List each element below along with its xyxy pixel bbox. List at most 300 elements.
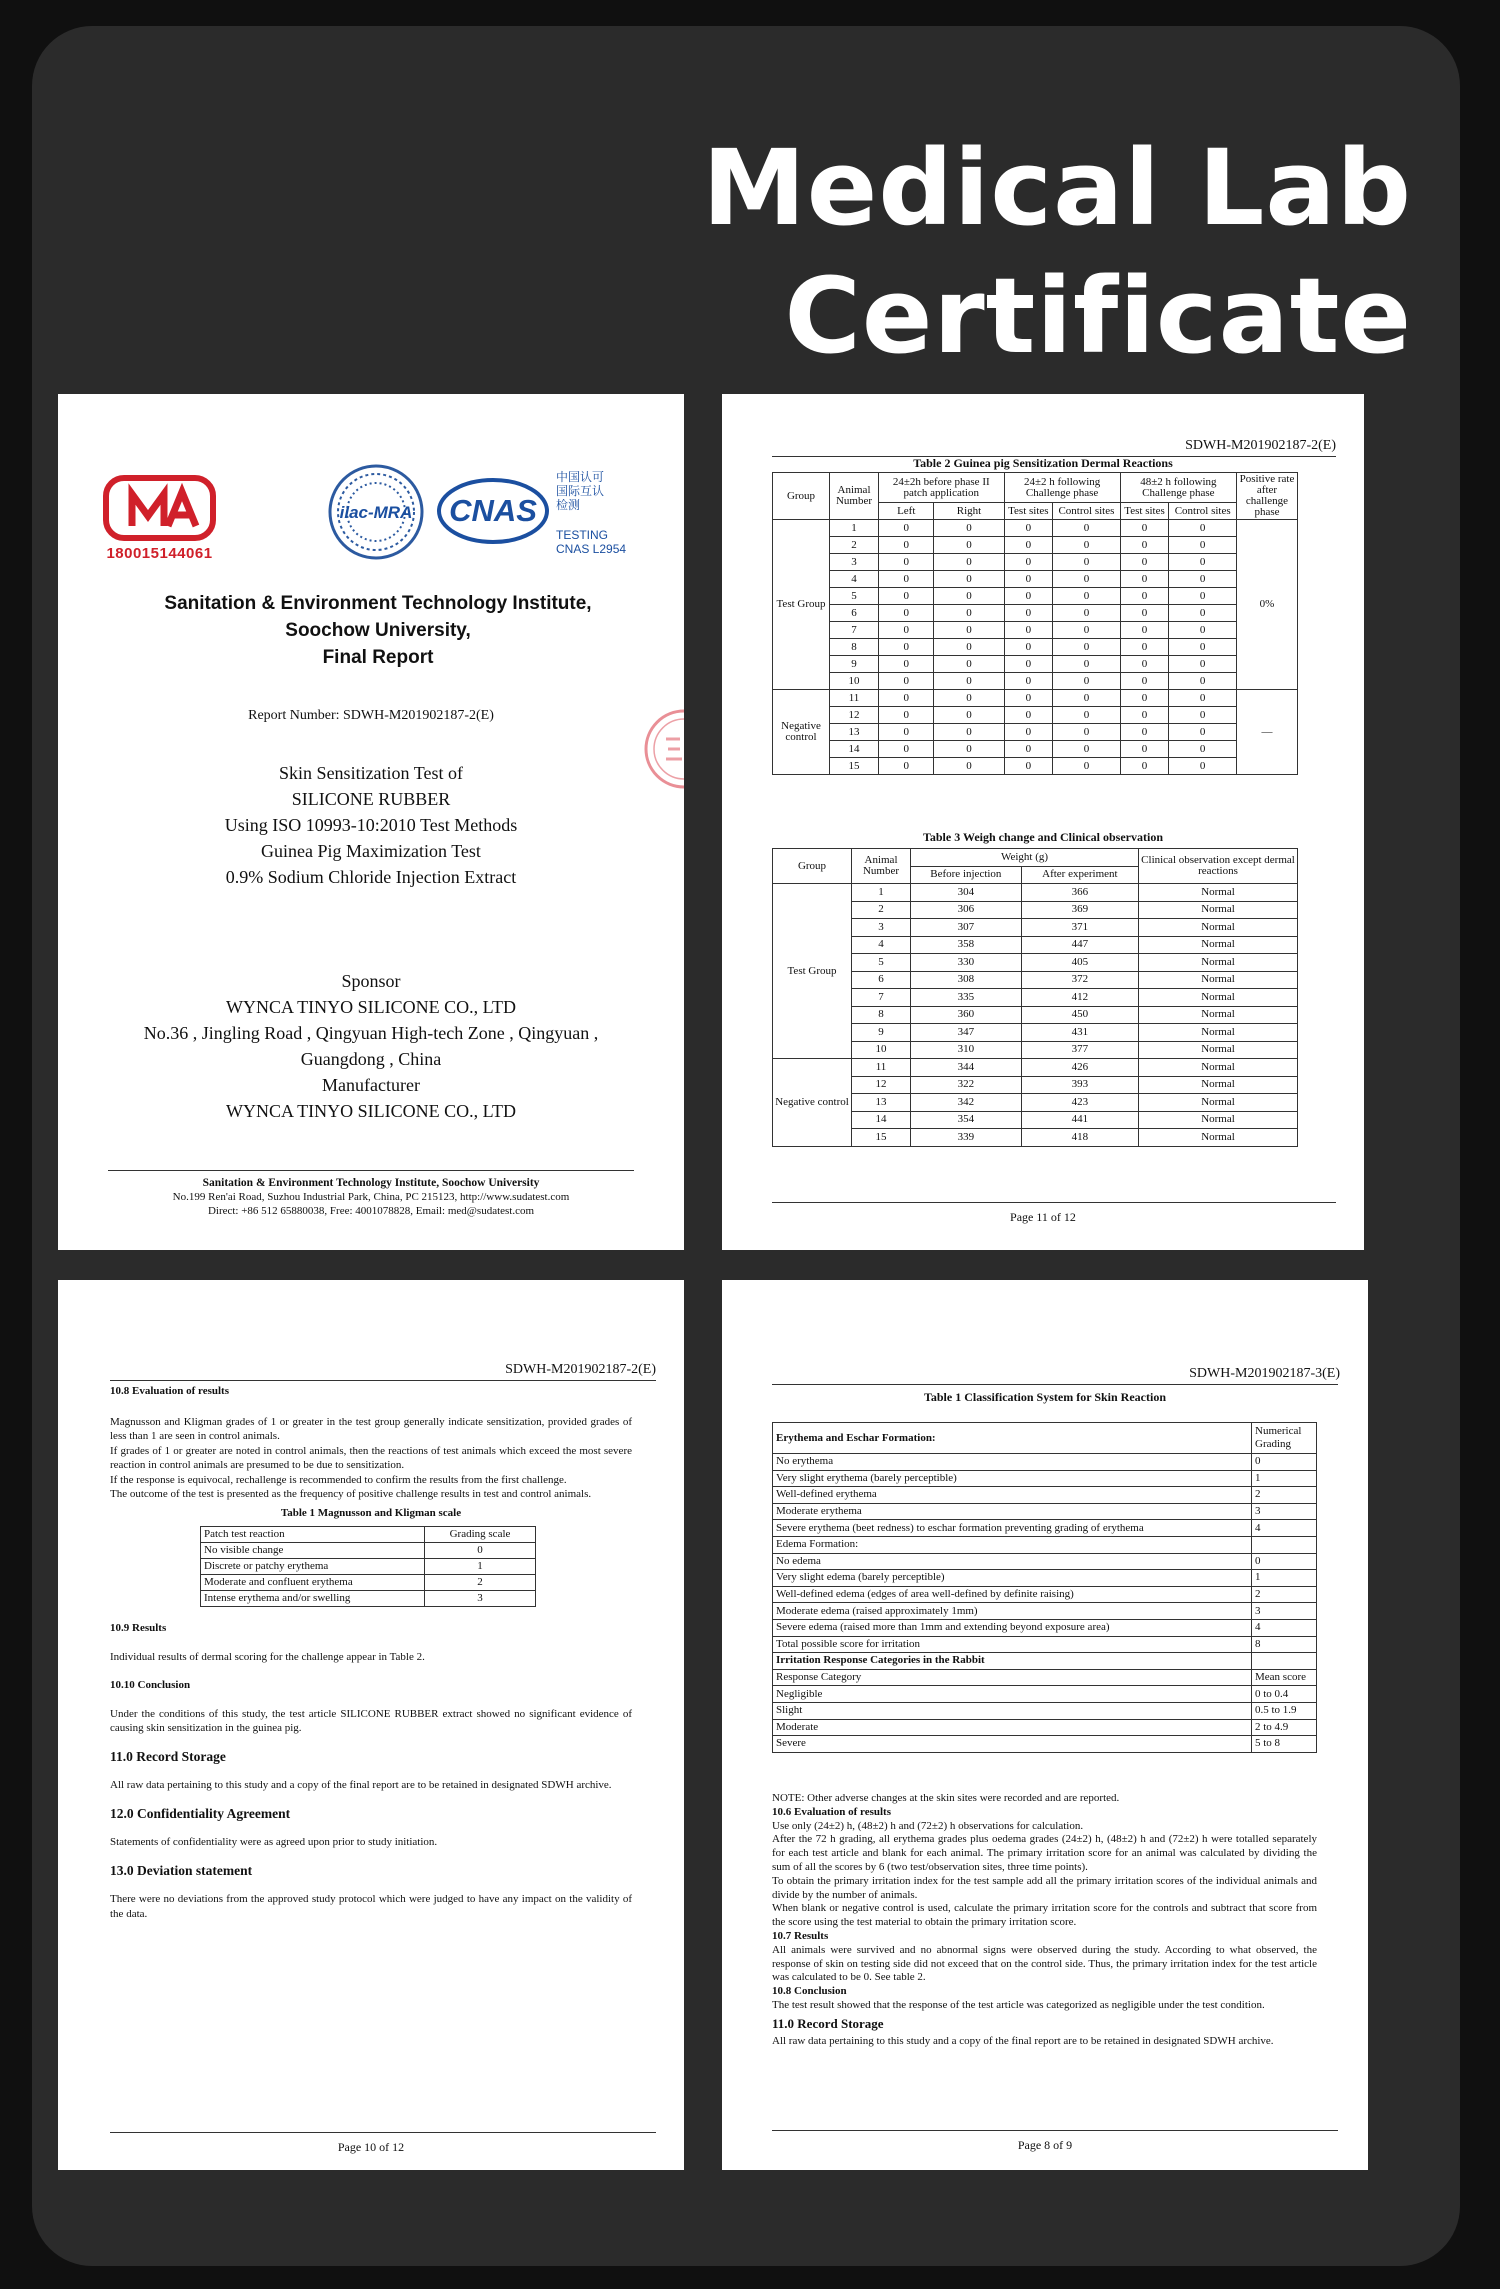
table-row bbox=[773, 1570, 1317, 1587]
table-cell: 0 bbox=[1169, 707, 1237, 724]
table-cell: 3 bbox=[830, 554, 879, 571]
table-cell: 0 bbox=[1120, 758, 1169, 775]
table-cell: 4 bbox=[852, 936, 911, 954]
table-row bbox=[773, 758, 1298, 775]
table3-caption: Table 3 Weigh change and Clinical observation bbox=[922, 830, 1164, 844]
table-row bbox=[773, 1024, 1298, 1042]
table-cell: 0 bbox=[1004, 741, 1053, 758]
table-cell: 0 bbox=[1004, 622, 1053, 639]
divider bbox=[772, 1384, 1338, 1385]
table-row bbox=[773, 1076, 1298, 1094]
table-cell: 11 bbox=[830, 690, 879, 707]
table-cell: 0 bbox=[1120, 673, 1169, 690]
table-cell: 0 bbox=[1169, 588, 1237, 605]
table-row bbox=[773, 639, 1298, 656]
table-cell: No erythema bbox=[773, 1454, 1252, 1471]
table-cell: 3 bbox=[425, 1591, 536, 1607]
table-row bbox=[773, 884, 1298, 902]
table-row bbox=[773, 1423, 1317, 1454]
cma-logo bbox=[102, 472, 217, 562]
table-cell: 12 bbox=[830, 707, 879, 724]
table-cell: Total possible score for irritation bbox=[773, 1636, 1252, 1653]
table-cell: 307 bbox=[911, 919, 1022, 937]
table-cell: 0 bbox=[879, 537, 934, 554]
cnas-chinese-text: 中国认可 国际互认 检测 bbox=[556, 470, 605, 512]
table-cell: Normal bbox=[1139, 919, 1298, 937]
table-cell: Normal bbox=[1139, 1006, 1298, 1024]
table-cell: 0 bbox=[1004, 690, 1053, 707]
institute-footer: Sanitation & Environment Technology Institute, Soochow University No.199 Ren'ai Road, Suzhou Industrial Park, China, PC 215123, http://www.sudatest.com Direct: +86 512 65880038, Free: 4001078828, Email: med@sudatest.com bbox=[172, 1177, 570, 1217]
table-cell: 10 bbox=[830, 673, 879, 690]
table-cell: Severe erythema (beet redness) to eschar formation preventing grading of erythema bbox=[773, 1520, 1252, 1537]
table-cell: 450 bbox=[1021, 1006, 1138, 1024]
table1-caption: Table 1 Classification System for Skin Reaction bbox=[923, 1390, 1166, 1404]
table-cell: 0 bbox=[934, 520, 1004, 537]
table-cell: 0 bbox=[1053, 520, 1121, 537]
table-cell: No edema bbox=[773, 1553, 1252, 1570]
table-cell: 322 bbox=[911, 1076, 1022, 1094]
table-cell: Slight bbox=[773, 1702, 1252, 1719]
table-cell: 0 bbox=[1004, 588, 1053, 605]
table-cell: 0 bbox=[1053, 605, 1121, 622]
table-cell: Normal bbox=[1139, 1041, 1298, 1059]
table-cell: 0 bbox=[1004, 537, 1053, 554]
table-cell: 0 bbox=[934, 639, 1004, 656]
table-cell: 393 bbox=[1021, 1076, 1138, 1094]
table-cell: 2 to 4.9 bbox=[1252, 1719, 1317, 1736]
table-cell: 5 bbox=[830, 588, 879, 605]
table-cell: 0 to 0.4 bbox=[1252, 1686, 1317, 1703]
table-cell: 0 bbox=[1053, 571, 1121, 588]
table-row bbox=[773, 1094, 1298, 1112]
table-cell: 377 bbox=[1021, 1041, 1138, 1059]
page-footer: Page 8 of 9 bbox=[1017, 2138, 1073, 2152]
table-cell: Well-defined edema (edges of area well-defined by definite raising) bbox=[773, 1586, 1252, 1603]
table-cell bbox=[1252, 1536, 1317, 1553]
table-row bbox=[201, 1559, 536, 1575]
cnas-label: CNAS bbox=[449, 493, 537, 528]
table-cell: 0 bbox=[1120, 622, 1169, 639]
table-cell: 0 bbox=[934, 673, 1004, 690]
table-cell: 0 bbox=[879, 707, 934, 724]
table-cell: 6 bbox=[852, 971, 911, 989]
table-cell: Edema Formation: bbox=[773, 1536, 1252, 1553]
table-cell: Negative control bbox=[773, 1059, 852, 1147]
table-cell: 0 bbox=[879, 673, 934, 690]
cnas-testing-text: TESTING CNAS L2954 bbox=[556, 528, 627, 556]
table-cell: Very slight edema (barely perceptible) bbox=[773, 1570, 1252, 1587]
table-cell: 0 bbox=[1169, 605, 1237, 622]
table-cell: 0 bbox=[1120, 571, 1169, 588]
table-cell: Moderate and confluent erythema bbox=[201, 1575, 425, 1591]
divider bbox=[772, 1202, 1336, 1203]
table-cell: 0 bbox=[1120, 605, 1169, 622]
table-row bbox=[773, 1553, 1317, 1570]
table-cell: 0 bbox=[1120, 554, 1169, 571]
table-cell: 0 bbox=[1169, 537, 1237, 554]
table-row bbox=[773, 1520, 1317, 1537]
table-cell: 358 bbox=[911, 936, 1022, 954]
table-cell: 0 bbox=[1120, 537, 1169, 554]
table-cell: 1 bbox=[852, 884, 911, 902]
table-cell: 3 bbox=[1252, 1503, 1317, 1520]
table-cell: 342 bbox=[911, 1094, 1022, 1112]
table-cell: 0 bbox=[879, 639, 934, 656]
table-cell: 0 bbox=[934, 588, 1004, 605]
table-row bbox=[773, 656, 1298, 673]
page-title: Medical Lab Certificate bbox=[702, 127, 1412, 377]
table-row bbox=[773, 571, 1298, 588]
table-cell: 0 bbox=[1169, 639, 1237, 656]
table-cell: 14 bbox=[830, 741, 879, 758]
table2-caption: Table 2 Guinea pig Sensitization Dermal Reactions bbox=[913, 456, 1173, 470]
table-cell: 412 bbox=[1021, 989, 1138, 1007]
table-cell: 0 bbox=[879, 554, 934, 571]
table-cell: Normal bbox=[1139, 971, 1298, 989]
table-cell: Erythema and Eschar Formation: bbox=[773, 1423, 1252, 1454]
table-cell: — bbox=[1237, 690, 1298, 775]
table-row bbox=[773, 1503, 1317, 1520]
table-cell: 1 bbox=[1252, 1570, 1317, 1587]
table-cell: 0 bbox=[879, 758, 934, 775]
table-cell: 13 bbox=[852, 1094, 911, 1112]
evaluation-page bbox=[58, 1280, 684, 2170]
table-cell: 0 bbox=[934, 656, 1004, 673]
table-cell: 310 bbox=[911, 1041, 1022, 1059]
table-row bbox=[773, 1006, 1298, 1024]
table-row bbox=[773, 954, 1298, 972]
table-row bbox=[773, 554, 1298, 571]
table-row bbox=[773, 520, 1298, 537]
table-cell: 306 bbox=[911, 901, 1022, 919]
table1-classification bbox=[772, 1422, 1317, 1753]
table-cell: 0 bbox=[879, 588, 934, 605]
table-cell: 0 bbox=[934, 741, 1004, 758]
table-cell: 0 bbox=[1004, 605, 1053, 622]
table-cell: 418 bbox=[1021, 1129, 1138, 1147]
table-cell: 0 bbox=[1120, 741, 1169, 758]
table-cell: 1 bbox=[1252, 1470, 1317, 1487]
table-cell: Negative control bbox=[773, 690, 830, 775]
table-row bbox=[773, 1603, 1317, 1620]
table-cell: 0 bbox=[879, 520, 934, 537]
table-cell: 0 bbox=[934, 571, 1004, 588]
table-cell: 0 bbox=[1252, 1454, 1317, 1471]
table-cell: 366 bbox=[1021, 884, 1138, 902]
table-cell: 9 bbox=[852, 1024, 911, 1042]
table1-magnusson-kligman: Patch test reaction Grading scale No visible change 0 Discrete or patchy erythema 1 Moderate and confluent erythema 2 Intense erythema and/or swelling 3 bbox=[200, 1526, 536, 1607]
table-cell: No visible change bbox=[201, 1543, 425, 1559]
table-cell: Normal bbox=[1139, 1076, 1298, 1094]
table-cell: 0 bbox=[879, 571, 934, 588]
table-cell: 0 bbox=[1053, 707, 1121, 724]
table-cell: 0 bbox=[1053, 622, 1121, 639]
table-cell: 1 bbox=[830, 520, 879, 537]
table-cell: Normal bbox=[1139, 1129, 1298, 1147]
table-cell: Very slight erythema (barely perceptible) bbox=[773, 1470, 1252, 1487]
table-cell: 0 bbox=[934, 758, 1004, 775]
table-row bbox=[773, 690, 1298, 707]
table-cell: 371 bbox=[1021, 919, 1138, 937]
table-row bbox=[773, 1487, 1317, 1504]
table-row bbox=[773, 971, 1298, 989]
table-row bbox=[773, 901, 1298, 919]
table-cell: Irritation Response Categories in the Rabbit bbox=[773, 1653, 1252, 1670]
table-cell: 2 bbox=[852, 901, 911, 919]
table-cell: 360 bbox=[911, 1006, 1022, 1024]
table-cell: 2 bbox=[1252, 1487, 1317, 1504]
table-cell: 369 bbox=[1021, 901, 1138, 919]
table-cell: 431 bbox=[1021, 1024, 1138, 1042]
table-cell: 426 bbox=[1021, 1059, 1138, 1077]
table-row bbox=[201, 1543, 536, 1559]
table-cell: 0 bbox=[934, 707, 1004, 724]
table-row bbox=[773, 673, 1298, 690]
table-cell bbox=[1252, 1653, 1317, 1670]
table-cell: 5 bbox=[852, 954, 911, 972]
table-cell: 354 bbox=[911, 1111, 1022, 1129]
table-cell: 0 bbox=[1120, 707, 1169, 724]
table-cell: Response Category bbox=[773, 1669, 1252, 1686]
table-row bbox=[773, 622, 1298, 639]
table-cell: 347 bbox=[911, 1024, 1022, 1042]
table-row bbox=[773, 1059, 1298, 1077]
table-cell: 4 bbox=[830, 571, 879, 588]
table-row bbox=[773, 1719, 1317, 1736]
table-row bbox=[773, 919, 1298, 937]
table-cell: 0 bbox=[1053, 724, 1121, 741]
table-cell: Well-defined erythema bbox=[773, 1487, 1252, 1504]
table-row bbox=[201, 1575, 536, 1591]
table-cell: 0 bbox=[1120, 724, 1169, 741]
table-cell: Severe bbox=[773, 1736, 1252, 1753]
table-cell: 9 bbox=[830, 656, 879, 673]
table1-caption: Table 1 Magnusson and Kligman scale bbox=[280, 1506, 462, 1519]
table-cell: 11 bbox=[852, 1059, 911, 1077]
table-row bbox=[773, 1041, 1298, 1059]
table-cell: 0 bbox=[1252, 1553, 1317, 1570]
red-seal-stamp-icon bbox=[644, 694, 684, 804]
table-cell: 0 bbox=[425, 1543, 536, 1559]
table-cell: 0 bbox=[1053, 554, 1121, 571]
table-cell: Test Group bbox=[773, 884, 852, 1059]
table-cell: Normal bbox=[1139, 989, 1298, 1007]
table-cell: 372 bbox=[1021, 971, 1138, 989]
table-cell: 405 bbox=[1021, 954, 1138, 972]
table-row bbox=[773, 707, 1298, 724]
table-cell: Moderate edema (raised approximately 1mm) bbox=[773, 1603, 1252, 1620]
table-cell: 0 bbox=[1053, 588, 1121, 605]
table-row bbox=[773, 1470, 1317, 1487]
table-cell: 0 bbox=[1053, 741, 1121, 758]
table-cell: 15 bbox=[852, 1129, 911, 1147]
table-cell: 0 bbox=[1169, 622, 1237, 639]
table-cell: 441 bbox=[1021, 1111, 1138, 1129]
table-cell: 0 bbox=[934, 554, 1004, 571]
table-cell: 0 bbox=[879, 605, 934, 622]
table-cell: 0 bbox=[1004, 554, 1053, 571]
table-cell: 0 bbox=[879, 656, 934, 673]
classification-text: NOTE: Other adverse changes at the skin sites were recorded and are reported. 10.6 Evaluation of results Use only (24±2) h, (48±2) h and (72±2) h observations for calculation. After the 72 h grading, all erythema grades plus oedema grades (24±2) h, (48±2) h and (72±2) h were totalled separately for each test article and blank for each animal. The primary irritation score for an animal was calculated by dividing the sum of all the scores by 6 (two test/observation sites, three time points). To obtain the primary irritation index for the test sample add all the primary irritation scores of the individual animals and divide by the number of animals. When blank or negative control is used, calculate the primary irritation score for the controls and subtract that score from the score using the test material to obtain the primary irritation score. 10.7 Results All animals were survived and no abnormal signs were observed during the study. According to what observed, the response of skin on testing side did not exceed that on the control side. Thus, the primary irritation index for the test article was calculated to be 0. See table 2. 10.8 Conclusion The test result showed that the response of the test article was categorized as negligible under the test condition. 11.0 Record Storage All raw data pertaining to this study and a copy of the final report are to be retained in designated SDWH archive. bbox=[772, 1792, 1317, 2047]
table-cell: 308 bbox=[911, 971, 1022, 989]
table-cell: 0 bbox=[1120, 520, 1169, 537]
table-row bbox=[773, 1669, 1317, 1686]
table-cell: 0% bbox=[1237, 520, 1298, 690]
table-row bbox=[773, 1129, 1298, 1147]
table-cell: 3 bbox=[1252, 1603, 1317, 1620]
table-cell: 0.5 to 1.9 bbox=[1252, 1702, 1317, 1719]
table-cell: 330 bbox=[911, 954, 1022, 972]
test-description: Skin Sensitization Test of SILICONE RUBBER Using ISO 10993-10:2010 Test Methods Guinea Pig Maximization Test 0.9% Sodium Chloride Injection Extract bbox=[224, 763, 518, 887]
table-cell: Normal bbox=[1139, 954, 1298, 972]
table-cell: 7 bbox=[852, 989, 911, 1007]
table-cell: Normal bbox=[1139, 1111, 1298, 1129]
table-cell: 0 bbox=[1120, 656, 1169, 673]
divider bbox=[110, 1380, 656, 1381]
table-cell: 0 bbox=[1120, 588, 1169, 605]
table-cell: Intense erythema and/or swelling bbox=[201, 1591, 425, 1607]
table-cell: Mean score bbox=[1252, 1669, 1317, 1686]
table-cell: 0 bbox=[879, 622, 934, 639]
table-cell: 0 bbox=[1053, 690, 1121, 707]
table-cell: 0 bbox=[1004, 758, 1053, 775]
table2-sensitization: Group Animal Number 24±2h before phase II patch application 24±2 h following Challenge phase 48±2 h following Challenge phase Positive rate after challenge phase Left Right Test sites Control sites Test sites Control sites Test Group 1 0 0 0 0 0 0 0% 2 0 0 0 0 0 0 3 0 0 0 0 0 0 4 0 0 0 0 0 0 5 0 0 0 0 0 0 6 0 0 0 0 0 0 7 0 0 0 0 0 0 8 0 0 0 0 0 0 9 0 0 0 0 0 0 10 0 0 0 0 0 0 Negative control 11 0 0 0 0 0 0 — 12 0 0 0 0 0 0 13 0 0 0 0 0 0 14 0 0 0 0 0 0 15 0 0 0 0 0 0 bbox=[772, 472, 1298, 775]
table-cell: 4 bbox=[1252, 1520, 1317, 1537]
table-cell: 0 bbox=[1169, 758, 1237, 775]
table-cell: 0 bbox=[1169, 724, 1237, 741]
table-cell: Severe edema (raised more than 1mm and extending beyond exposure area) bbox=[773, 1619, 1252, 1636]
table-cell: 0 bbox=[934, 724, 1004, 741]
cnas-logo-icon bbox=[436, 476, 550, 546]
table-cell: 15 bbox=[830, 758, 879, 775]
table-row bbox=[773, 1702, 1317, 1719]
table-cell: 0 bbox=[1169, 571, 1237, 588]
table3-weight: Group Animal Number Weight (g) Clinical observation except dermal reactions Before injection After experiment Test Group 1 304 366 Normal 2 306 369 Normal 3 307 371 Normal 4 358 447 Normal 5 330 405 Normal 6 308 372 Normal 7 335 412 Normal 8 360 450 Normal 9 347 431 Normal 10 310 377 Normal Negative control 11 344 426 Normal 12 322 393 Normal 13 342 423 Normal 14 354 441 Normal 15 339 418 Normal bbox=[772, 848, 1298, 1147]
table-row bbox=[201, 1591, 536, 1607]
table-row bbox=[773, 936, 1298, 954]
page-header: SDWH-M201902187-3(E) bbox=[1189, 1366, 1340, 1381]
table-cell: 0 bbox=[1120, 639, 1169, 656]
table-cell: 0 bbox=[1004, 724, 1053, 741]
table-cell: Normal bbox=[1139, 1059, 1298, 1077]
table-cell: Negligible bbox=[773, 1686, 1252, 1703]
table-row bbox=[773, 1736, 1317, 1753]
table-row bbox=[773, 588, 1298, 605]
table-cell: 0 bbox=[1169, 690, 1237, 707]
divider bbox=[108, 1170, 634, 1171]
table-cell: 0 bbox=[1004, 639, 1053, 656]
table-cell: 0 bbox=[1004, 673, 1053, 690]
table-cell: Test Group bbox=[773, 520, 830, 690]
table-cell: Numerical Grading bbox=[1252, 1423, 1317, 1454]
table-cell: 0 bbox=[1053, 758, 1121, 775]
page-header: SDWH-M201902187-2(E) bbox=[1185, 438, 1336, 453]
table-cell: Normal bbox=[1139, 1024, 1298, 1042]
results-tables-page bbox=[722, 394, 1364, 1250]
table-row bbox=[773, 537, 1298, 554]
table-cell: 0 bbox=[1169, 656, 1237, 673]
table-cell: Normal bbox=[1139, 901, 1298, 919]
table-row bbox=[773, 1686, 1317, 1703]
table-row bbox=[773, 1586, 1317, 1603]
table-cell: 8 bbox=[830, 639, 879, 656]
table-row bbox=[773, 1653, 1317, 1670]
table-cell: 0 bbox=[934, 690, 1004, 707]
table-row bbox=[773, 1454, 1317, 1471]
table-cell: 339 bbox=[911, 1129, 1022, 1147]
ilac-mra-logo-icon bbox=[326, 462, 426, 562]
table-cell: 0 bbox=[1169, 741, 1237, 758]
table-cell: 8 bbox=[852, 1006, 911, 1024]
table-cell: 0 bbox=[879, 690, 934, 707]
table-cell: Normal bbox=[1139, 936, 1298, 954]
table-cell: 0 bbox=[1053, 656, 1121, 673]
table-cell: 6 bbox=[830, 605, 879, 622]
cma-mark-icon bbox=[102, 472, 217, 544]
table-cell: 10 bbox=[852, 1041, 911, 1059]
table-cell: 0 bbox=[934, 537, 1004, 554]
divider bbox=[772, 2130, 1338, 2131]
table-cell: 0 bbox=[1169, 673, 1237, 690]
institute-name: Sanitation & Environment Technology Institute, Soochow University, Final Report bbox=[164, 593, 592, 668]
table-cell: 0 bbox=[1053, 639, 1121, 656]
divider bbox=[110, 2132, 656, 2133]
table-cell: 0 bbox=[1004, 571, 1053, 588]
table-row bbox=[773, 1536, 1317, 1553]
table-cell: 0 bbox=[1004, 656, 1053, 673]
page-footer: Page 11 of 12 bbox=[1010, 1210, 1076, 1224]
table-cell: Normal bbox=[1139, 884, 1298, 902]
cma-number: 180015144061 bbox=[106, 545, 213, 562]
table-cell: 0 bbox=[1120, 690, 1169, 707]
report-cover-page bbox=[58, 394, 684, 1250]
table-row bbox=[773, 1619, 1317, 1636]
table-cell: 5 to 8 bbox=[1252, 1736, 1317, 1753]
page-footer: Page 10 of 12 bbox=[337, 2140, 405, 2154]
table-cell: 0 bbox=[934, 605, 1004, 622]
table-row bbox=[773, 605, 1298, 622]
table-cell: 0 bbox=[879, 741, 934, 758]
table-cell: 2 bbox=[830, 537, 879, 554]
table-cell: 0 bbox=[1169, 520, 1237, 537]
table-cell: Normal bbox=[1139, 1094, 1298, 1112]
table-cell: 8 bbox=[1252, 1636, 1317, 1653]
table-cell: 0 bbox=[934, 622, 1004, 639]
sponsor-info: Sponsor WYNCA TINYO SILICONE CO., LTD No.36 , Jingling Road , Qingyuan High-tech Zone , Qingyuan , Guangdong , China Manufacturer WYNCA TINYO SILICONE CO., LTD bbox=[143, 971, 599, 1121]
table-row bbox=[773, 1636, 1317, 1653]
table-cell: 304 bbox=[911, 884, 1022, 902]
table-cell: 0 bbox=[1053, 537, 1121, 554]
evaluation-text: 10.8 Evaluation of results Magnusson and Kligman grades of 1 or greater in the test group generally indicate sensitization, provided grades of less than 1 are seen in control animals. If grades of 1 or greater are noted in control animals, then the reactions of test animals which exceed the most severe reaction in control animals are presumed to be due to sensitization. If the response is equivocal, rechallenge is recommended to confirm the results from the first challenge. The outcome of the test is presented as the frequency of positive challenge results in test and control animals. Table 1 Magnusson and Kligman scale Patch test reaction Grading scale No visible change 0 Discrete or patchy erythema 1 Moderate and confluent erythema 2 Intense erythema and/or swelling 3 10.9 Results Individual results of dermal scoring for the challenge appear in Table 2. 10.10 Conclusion Under the conditions of this study, the test article SILICONE RUBBER extract showed no significant evidence of causing skin sensitization in the guinea pig. 11.0 Record Storage All raw data pertaining to this study and a copy of the final report are to be retained in designated SDWH archive. 12.0 Confidentiality Agreement Statements of confidentiality were as agreed upon prior to study initiation. 13.0 Deviation statement There were no deviations from the approved study protocol which were judged to have any impact on the validity of the data. bbox=[110, 1385, 632, 1920]
table-row bbox=[773, 989, 1298, 1007]
table-cell: 7 bbox=[830, 622, 879, 639]
table-cell: 4 bbox=[1252, 1619, 1317, 1636]
report-number: Report Number: SDWH-M201902187-2(E) bbox=[248, 708, 494, 723]
table-row bbox=[773, 741, 1298, 758]
table-row bbox=[773, 1111, 1298, 1129]
table-cell: Moderate bbox=[773, 1719, 1252, 1736]
table-cell: 0 bbox=[879, 724, 934, 741]
table-cell: 1 bbox=[425, 1559, 536, 1575]
table-row bbox=[773, 724, 1298, 741]
table-cell: Discrete or patchy erythema bbox=[201, 1559, 425, 1575]
table-cell: 13 bbox=[830, 724, 879, 741]
table-cell: 0 bbox=[1169, 554, 1237, 571]
table-cell: 12 bbox=[852, 1076, 911, 1094]
table-cell: Moderate erythema bbox=[773, 1503, 1252, 1520]
classification-page bbox=[722, 1280, 1368, 2170]
table-cell: 335 bbox=[911, 989, 1022, 1007]
